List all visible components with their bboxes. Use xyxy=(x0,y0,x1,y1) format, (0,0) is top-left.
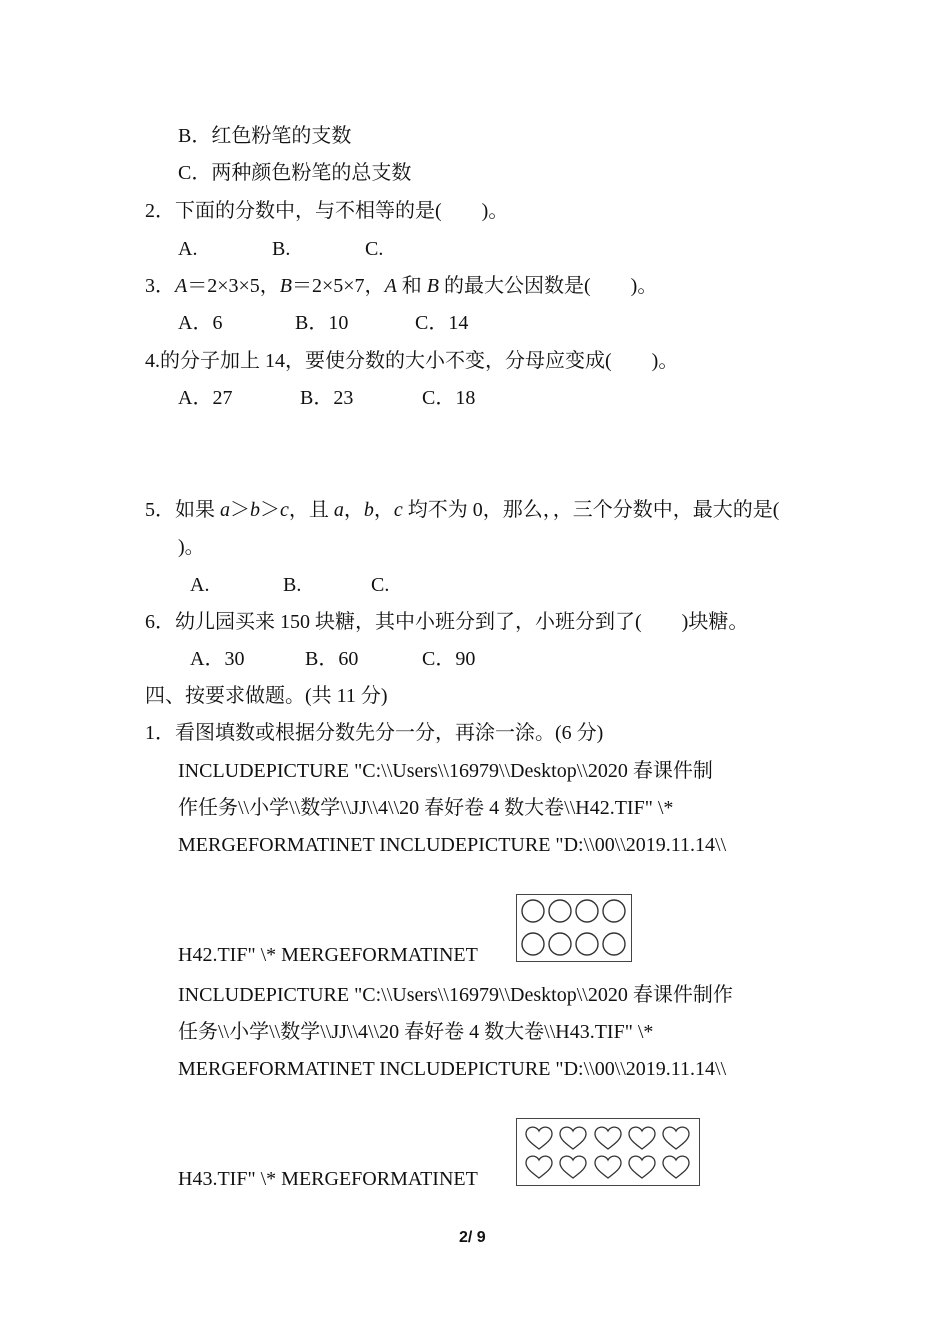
heart-shape xyxy=(595,1156,621,1178)
heart-shape xyxy=(560,1156,586,1178)
circles-figure xyxy=(516,894,632,962)
q2-option-b: B. xyxy=(272,238,291,260)
heart-shape xyxy=(629,1127,655,1149)
q4-option-c: C．18 xyxy=(422,387,476,409)
q1-option-c: C．两种颜色粉笔的总支数 xyxy=(178,162,412,184)
q6-option-c: C．90 xyxy=(422,648,476,670)
circle-shape xyxy=(603,900,625,922)
q3-var-a2: A xyxy=(384,275,397,297)
circle-shape xyxy=(549,900,571,922)
q5-mid: ，且 xyxy=(288,499,334,521)
q5-option-a: A. xyxy=(190,574,210,596)
q3-var-b: B xyxy=(279,275,292,297)
hearts-svg xyxy=(517,1119,699,1185)
q5-gt2: ＞ xyxy=(260,499,280,521)
circle-shape xyxy=(576,900,598,922)
q5-comma1: ， xyxy=(343,499,364,521)
q3-option-b: B．10 xyxy=(295,312,349,334)
q3-eq-a: ＝2×3×5， xyxy=(187,275,280,297)
q6-stem: 6．幼儿园买来 150 块糖，其中小班分到了，小班分到了( )块糖。 xyxy=(145,611,749,633)
page-number: 2/ 9 xyxy=(459,1229,486,1246)
circle-shape xyxy=(576,933,598,955)
field-code-line: H42.TIF" \* MERGEFORMATINET xyxy=(178,944,478,966)
q5-var-c: c xyxy=(280,499,289,521)
q5-var-b2: b xyxy=(363,499,374,521)
q5-gt1: ＞ xyxy=(230,499,250,521)
q2-option-c: C. xyxy=(365,238,384,260)
q2-option-a: A. xyxy=(178,238,198,260)
heart-shape xyxy=(595,1127,621,1149)
q6-option-b: B．60 xyxy=(305,648,359,670)
q5-pre: 5．如果 xyxy=(145,499,220,521)
q5-comma2: ， xyxy=(373,499,394,521)
q3-option-a: A．6 xyxy=(178,312,223,334)
q5-stem xyxy=(145,497,779,523)
q5-var-b: b xyxy=(250,499,260,521)
q3-option-c: C．14 xyxy=(415,312,469,334)
q3-and: 和 xyxy=(396,275,427,297)
q4-stem: 4.的分子加上 14，要使分数的大小不变，分母应变成( )。 xyxy=(145,350,679,372)
circle-shape xyxy=(522,900,544,922)
field-code-line: 任务\\小学\\数学\\JJ\\4\\20 春好卷 4 数大卷\\H43.TIF" \* xyxy=(178,1021,654,1043)
field-code-line: MERGEFORMATINET INCLUDEPICTURE "D:\\00\\2019.11.14\\ xyxy=(178,834,727,856)
heart-shape xyxy=(629,1156,655,1178)
q4-option-a: A．27 xyxy=(178,387,233,409)
q1-option-b: B．红色粉笔的支数 xyxy=(178,125,352,147)
q2-stem: 2．下面的分数中，与不相等的是( )。 xyxy=(145,200,509,222)
q3-stem xyxy=(145,273,657,299)
q3-eq-b: ＝2×5×7， xyxy=(292,275,385,297)
field-code-line: INCLUDEPICTURE "C:\\Users\\16979\\Desktop\\2020 春课件制作 xyxy=(178,984,733,1006)
q3-var-a: A xyxy=(175,275,188,297)
section-4-question-1: 1．看图填数或根据分数先分一分，再涂一涂。(6 分) xyxy=(145,722,604,744)
circle-shape xyxy=(603,933,625,955)
q5-tail: 均不为 0，那么，，三个分数中，最大的是( xyxy=(402,499,780,521)
field-code-line: H43.TIF" \* MERGEFORMATINET xyxy=(178,1168,478,1190)
heart-shape xyxy=(526,1127,552,1149)
q3-number: 3． xyxy=(145,275,175,297)
field-code-line: 作任务\\小学\\数学\\JJ\\4\\20 春好卷 4 数大卷\\H42.TIF" \* xyxy=(178,797,674,819)
q5-var-a: a xyxy=(220,499,230,521)
q5-option-b: B. xyxy=(283,574,302,596)
q3-var-b2: B xyxy=(426,275,439,297)
hearts-figure xyxy=(516,1118,700,1186)
q3-tail: 的最大公因数是( )。 xyxy=(439,275,658,297)
field-code-line: MERGEFORMATINET INCLUDEPICTURE "D:\\00\\2019.11.14\\ xyxy=(178,1058,727,1080)
q5-var-c2: c xyxy=(393,499,403,521)
heart-shape xyxy=(560,1127,586,1149)
q5-option-c: C. xyxy=(371,574,390,596)
circle-shape xyxy=(549,933,571,955)
q5-var-a2: a xyxy=(333,499,344,521)
heart-shape xyxy=(663,1127,689,1149)
heart-shape xyxy=(526,1156,552,1178)
field-code-line: INCLUDEPICTURE "C:\\Users\\16979\\Desktop\\2020 春课件制 xyxy=(178,760,713,782)
q4-option-b: B．23 xyxy=(300,387,354,409)
q5-continuation: )。 xyxy=(178,536,205,558)
heart-shape xyxy=(663,1156,689,1178)
circle-shape xyxy=(522,933,544,955)
circles-svg xyxy=(517,895,631,961)
section-4-title: 四、按要求做题。(共 11 分) xyxy=(145,685,388,707)
q6-option-a: A．30 xyxy=(190,648,245,670)
